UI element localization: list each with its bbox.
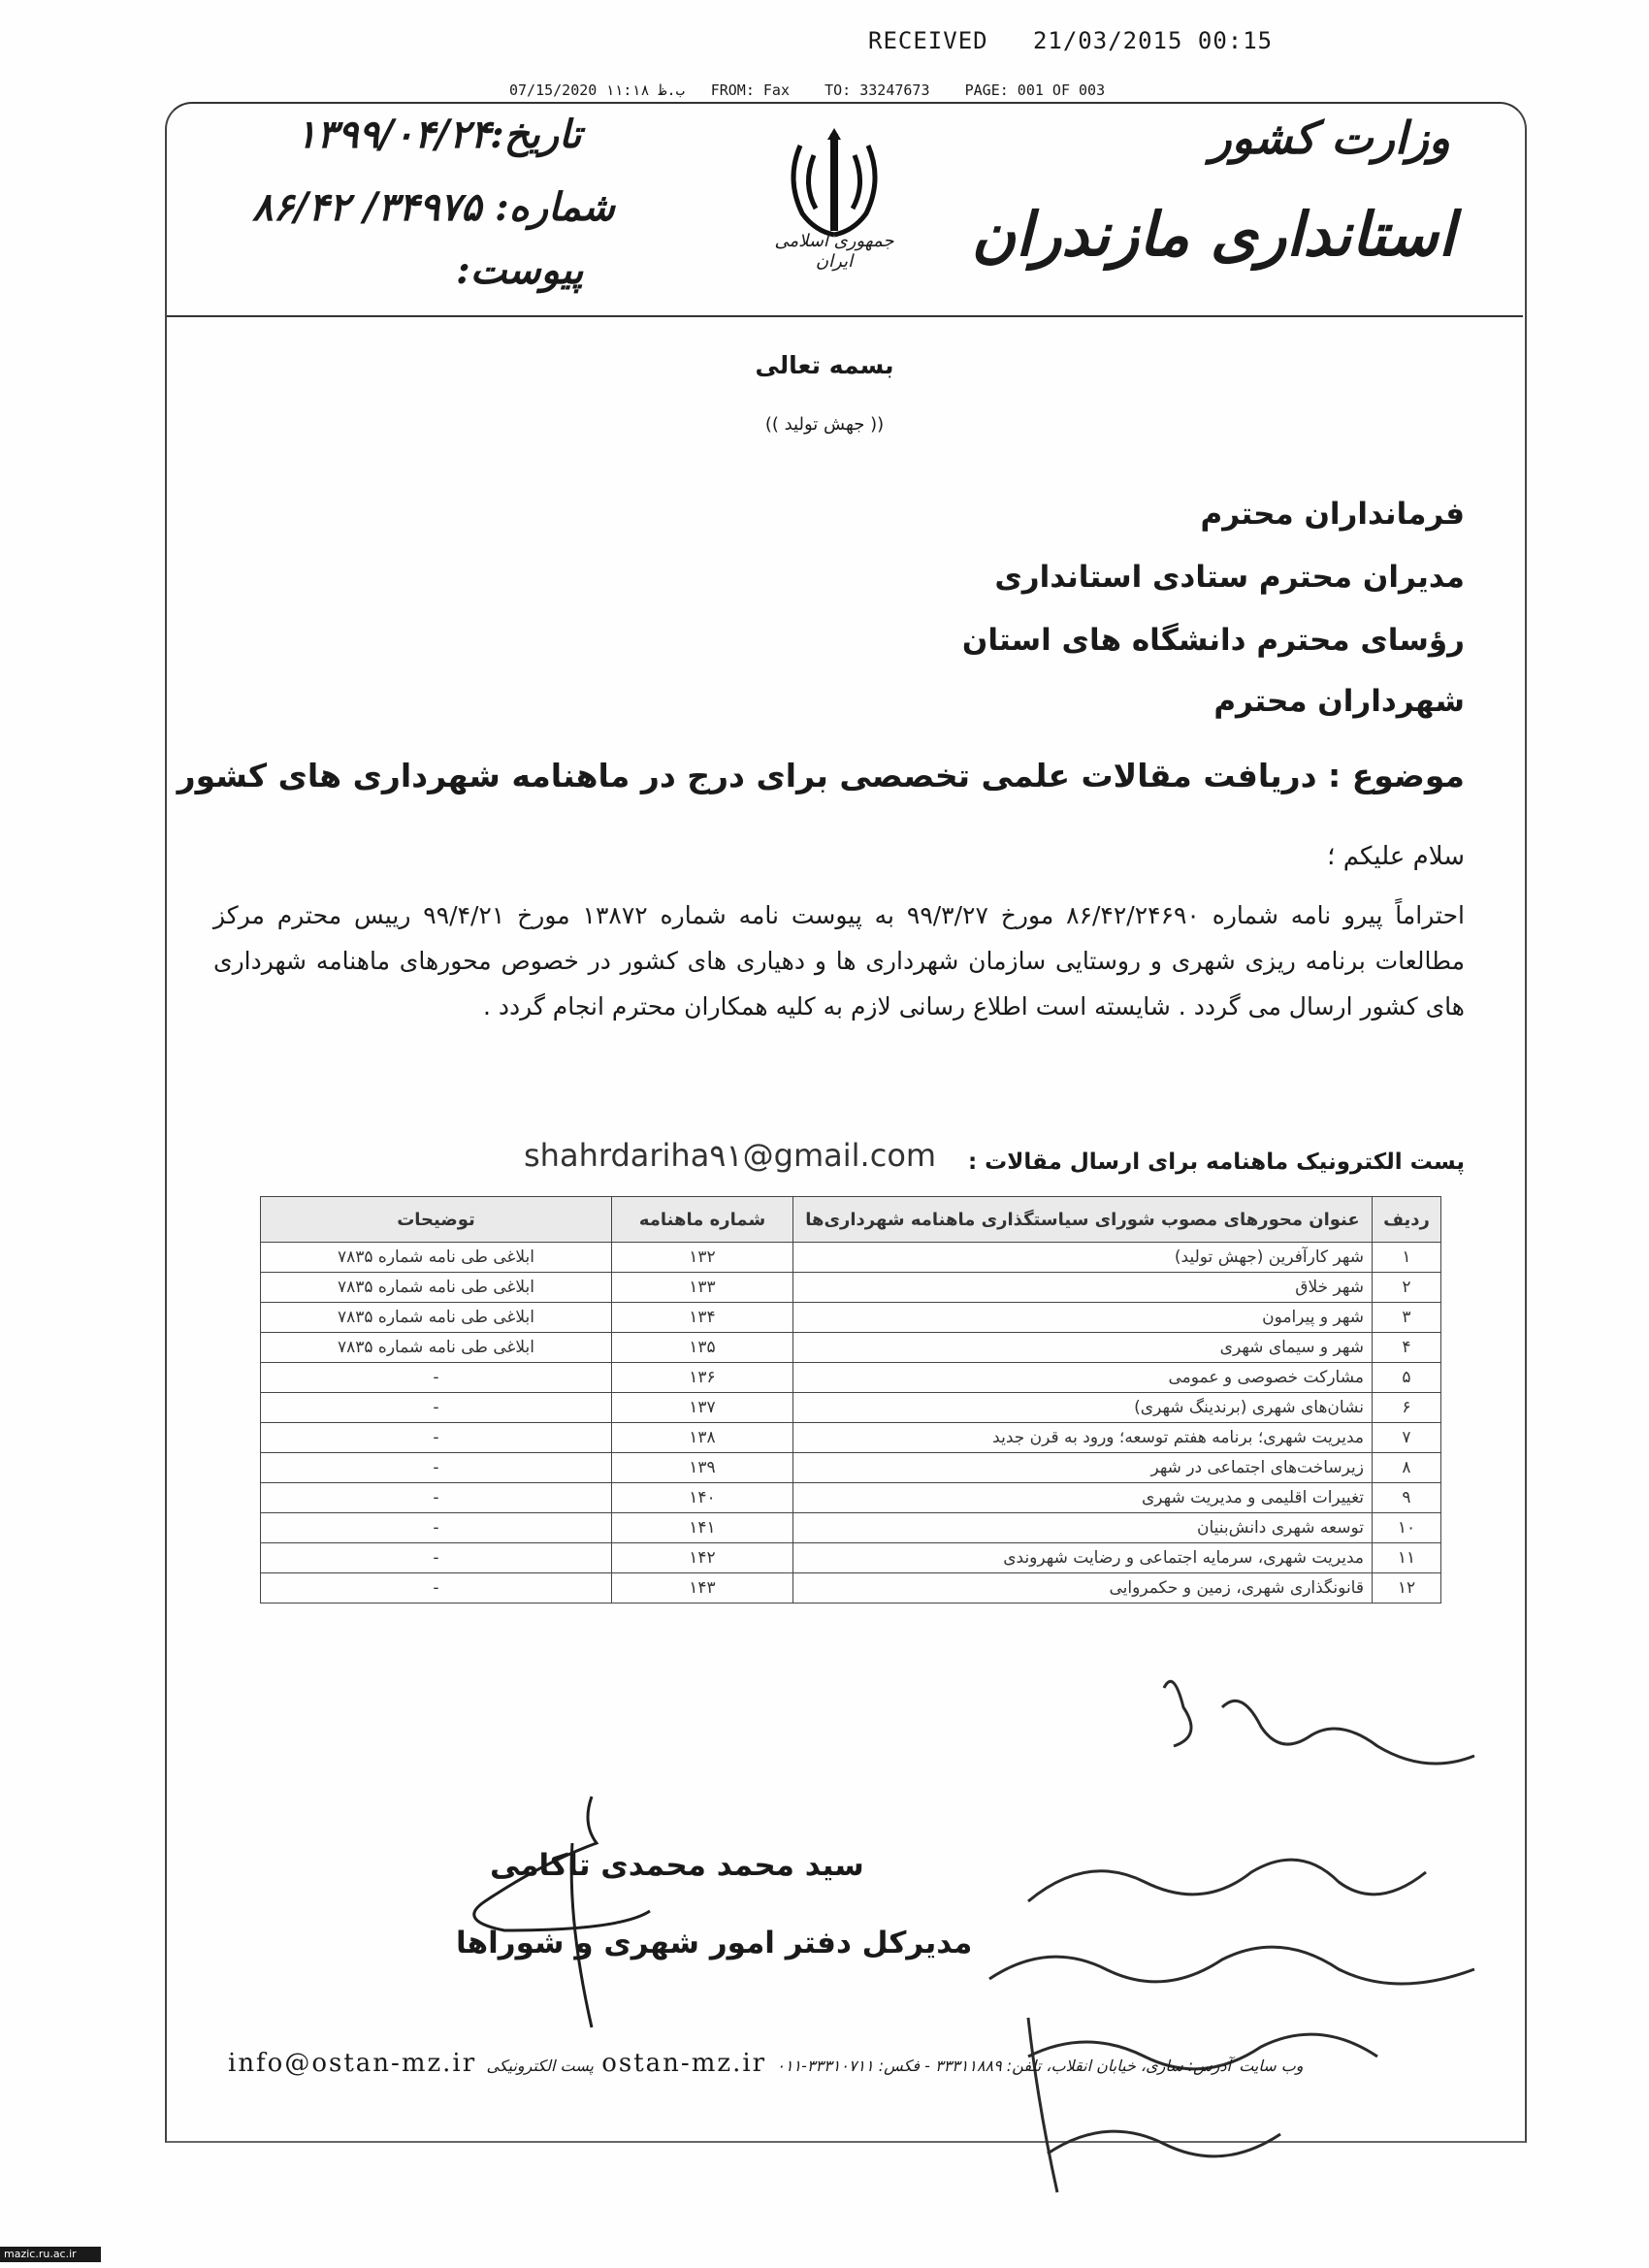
header-divider (167, 315, 1523, 317)
source-watermark: mazic.ru.ac.ir (0, 2247, 101, 2262)
letter-body: احتراماً پیرو نامه شماره ۸۶/۴۲/۲۴۶۹۰ مورخ ۹۹/۳/۲۷ به پیوست نامه شماره ۱۳۸۷۲ مورخ ۹۹/۴/۲۱ رییس محترم مرکز مطالعات برنامه ریزی شهری و روستایی سازمان شهرداری ها و دهیاری های کشور در خصوص محورهای ماهنامه شهرداری های کشور ارسال می گردد . شایسته است اطلاع رسانی لازم به کلیه همکاران محترم انجام گردد . (213, 901, 1465, 1021)
issue-number: ۱۳۸ (612, 1423, 793, 1453)
row-number: ۳ (1373, 1303, 1441, 1333)
emblem-caption: جمهوری اسلامی ایران (774, 231, 894, 272)
topic-title: توسعه شهری دانش‌بنیان (793, 1513, 1373, 1543)
row-number: ۹ (1373, 1483, 1441, 1513)
topic-title: شهر کارآفرین (جهش تولید) (793, 1243, 1373, 1273)
topic-title: شهر و سیمای شهری (793, 1333, 1373, 1363)
topic-notes: - (261, 1573, 612, 1604)
row-number: ۲ (1373, 1273, 1441, 1303)
topic-notes: - (261, 1513, 612, 1543)
row-number: ۶ (1373, 1393, 1441, 1423)
signature-scribble (427, 1785, 718, 2037)
row-number: ۴ (1373, 1333, 1441, 1363)
topic-title: مدیریت شهری، سرمایه اجتماعی و رضایت شهروندی (793, 1543, 1373, 1573)
office-name: استانداری مازندران (971, 199, 1455, 270)
topic-notes: - (261, 1423, 612, 1453)
row-number: ۷ (1373, 1423, 1441, 1453)
topic-title: مشارکت خصوصی و عمومی (793, 1363, 1373, 1393)
issue-number: ۱۳۴ (612, 1303, 793, 1333)
issue-number: ۱۳۵ (612, 1333, 793, 1363)
date-value: ۱۳۹۹/۰۴/۲۴ (296, 112, 492, 157)
footer-email[interactable]: info@ostan-mz.ir (228, 2049, 477, 2078)
topic-title: تغییرات اقلیمی و مدیریت شهری (793, 1483, 1373, 1513)
number-value: ۸۶/۴۲ /۳۴۹۷۵ (252, 184, 482, 230)
signatory-name: سید محمد محمدی تاکامی (490, 1848, 864, 1883)
fax-transmission-header: 07/15/2020 ب.ظ ۱۱:۱۸ FROM: Fax TO: 33247673 PAGE: 001 OF 003 (509, 81, 1106, 99)
table-row (261, 1363, 1441, 1393)
column-header-row-number: ردیف (1373, 1197, 1441, 1243)
topic-notes: - (261, 1393, 612, 1423)
submission-email[interactable]: shahrdariha۹۱@gmail.com (524, 1137, 937, 1174)
attachment-label: پیوست: (456, 247, 584, 293)
year-slogan: (( جهش تولید )) (764, 414, 885, 435)
topic-notes: ابلاغی طی نامه شماره ۷۸۳۵ (261, 1273, 612, 1303)
issue-number: ۱۴۲ (612, 1543, 793, 1573)
topic-title: نشان‌های شهری (برندینگ شهری) (793, 1393, 1373, 1423)
row-number: ۱۰ (1373, 1513, 1441, 1543)
issue-number: ۱۳۳ (612, 1273, 793, 1303)
table-row (261, 1483, 1441, 1513)
table-row (261, 1273, 1441, 1303)
topic-title: مدیریت شهری؛ برنامه هفتم توسعه؛ ورود به قرن جدید (793, 1423, 1373, 1453)
row-number: ۸ (1373, 1453, 1441, 1483)
issue-number: ۱۳۹ (612, 1453, 793, 1483)
row-number: ۱۲ (1373, 1573, 1441, 1604)
topic-notes: - (261, 1543, 612, 1573)
topic-title: شهر و پیرامون (793, 1303, 1373, 1333)
topic-notes: - (261, 1363, 612, 1393)
topic-title: شهر خلاق (793, 1273, 1373, 1303)
topic-title: زیرساخت‌های اجتماعی در شهر (793, 1453, 1373, 1483)
table-row (261, 1453, 1441, 1483)
number-label: شماره: (495, 184, 615, 230)
email-label: پست الکترونیک ماهنامه برای ارسال مقالات : (967, 1150, 1465, 1175)
row-number: ۵ (1373, 1363, 1441, 1393)
footer-website[interactable]: ostan-mz.ir (601, 2049, 767, 2078)
letter-subject: موضوع : دریافت مقالات علمی تخصصی برای درج در ماهنامه شهرداری های کشور (177, 757, 1465, 794)
recipient-line: فرمانداران محترم (1200, 497, 1465, 532)
column-header-topic: عنوان محورهای مصوب شورای سیاستگذاری ماهنامه شهرداری‌ها (793, 1197, 1373, 1243)
table-row (261, 1333, 1441, 1363)
table-header-row (261, 1197, 1441, 1243)
table-row (261, 1513, 1441, 1543)
topics-table (260, 1196, 1441, 1604)
footer-email-label: پست الکترونیکی (486, 2057, 594, 2075)
row-number: ۱۱ (1373, 1543, 1441, 1573)
table-row (261, 1303, 1441, 1333)
issue-number: ۱۳۶ (612, 1363, 793, 1393)
issue-number: ۱۴۱ (612, 1513, 793, 1543)
row-number: ۱ (1373, 1243, 1441, 1273)
issue-number: ۱۳۲ (612, 1243, 793, 1273)
topic-notes: ابلاغی طی نامه شماره ۷۸۳۵ (261, 1243, 612, 1273)
topic-notes: - (261, 1483, 612, 1513)
table-row (261, 1393, 1441, 1423)
table-row (261, 1573, 1441, 1604)
greeting: سلام علیکم ؛ (1327, 842, 1465, 871)
topic-notes: - (261, 1453, 612, 1483)
footer-website-label: وب سایت (1239, 2057, 1304, 2075)
issue-number: ۱۴۰ (612, 1483, 793, 1513)
topic-notes: ابلاغی طی نامه شماره ۷۸۳۵ (261, 1333, 612, 1363)
recipient-line: مدیران محترم ستادی استانداری (994, 560, 1465, 595)
recipient-line: شهرداران محترم (1213, 684, 1465, 719)
ministry-name: وزارت کشور (1210, 112, 1450, 164)
recipient-line: رؤسای محترم دانشگاه های استان (961, 623, 1465, 658)
column-header-notes: توضیحات (261, 1197, 612, 1243)
issue-number: ۱۴۳ (612, 1573, 793, 1604)
topic-title: قانونگذاری شهری، زمین و حکمروایی (793, 1573, 1373, 1604)
signatory-title: مدیرکل دفتر امور شهری و شوراها (456, 1926, 973, 1960)
issue-number: ۱۳۷ (612, 1393, 793, 1423)
topic-notes: ابلاغی طی نامه شماره ۷۸۳۵ (261, 1303, 612, 1333)
bismillah-heading: بسمه تعالی (755, 351, 894, 379)
footer-address: آدرس: ساری، خیابان انقلاب، تلفن: ۳۳۳۱۱۸۸۹ - فکس: ۳۳۳۱۰۷۱۱-۰۱۱ (776, 2057, 1231, 2075)
table-row (261, 1423, 1441, 1453)
fax-received-stamp: RECEIVED 21/03/2015 00:15 (868, 27, 1274, 54)
date-label: تاریخ: (490, 112, 582, 157)
letter-footer (228, 2049, 1489, 2078)
table-row (261, 1243, 1441, 1273)
column-header-issue-number: شماره ماهنامه (612, 1197, 793, 1243)
table-row (261, 1543, 1441, 1573)
handwritten-annotation (970, 1649, 1513, 2212)
